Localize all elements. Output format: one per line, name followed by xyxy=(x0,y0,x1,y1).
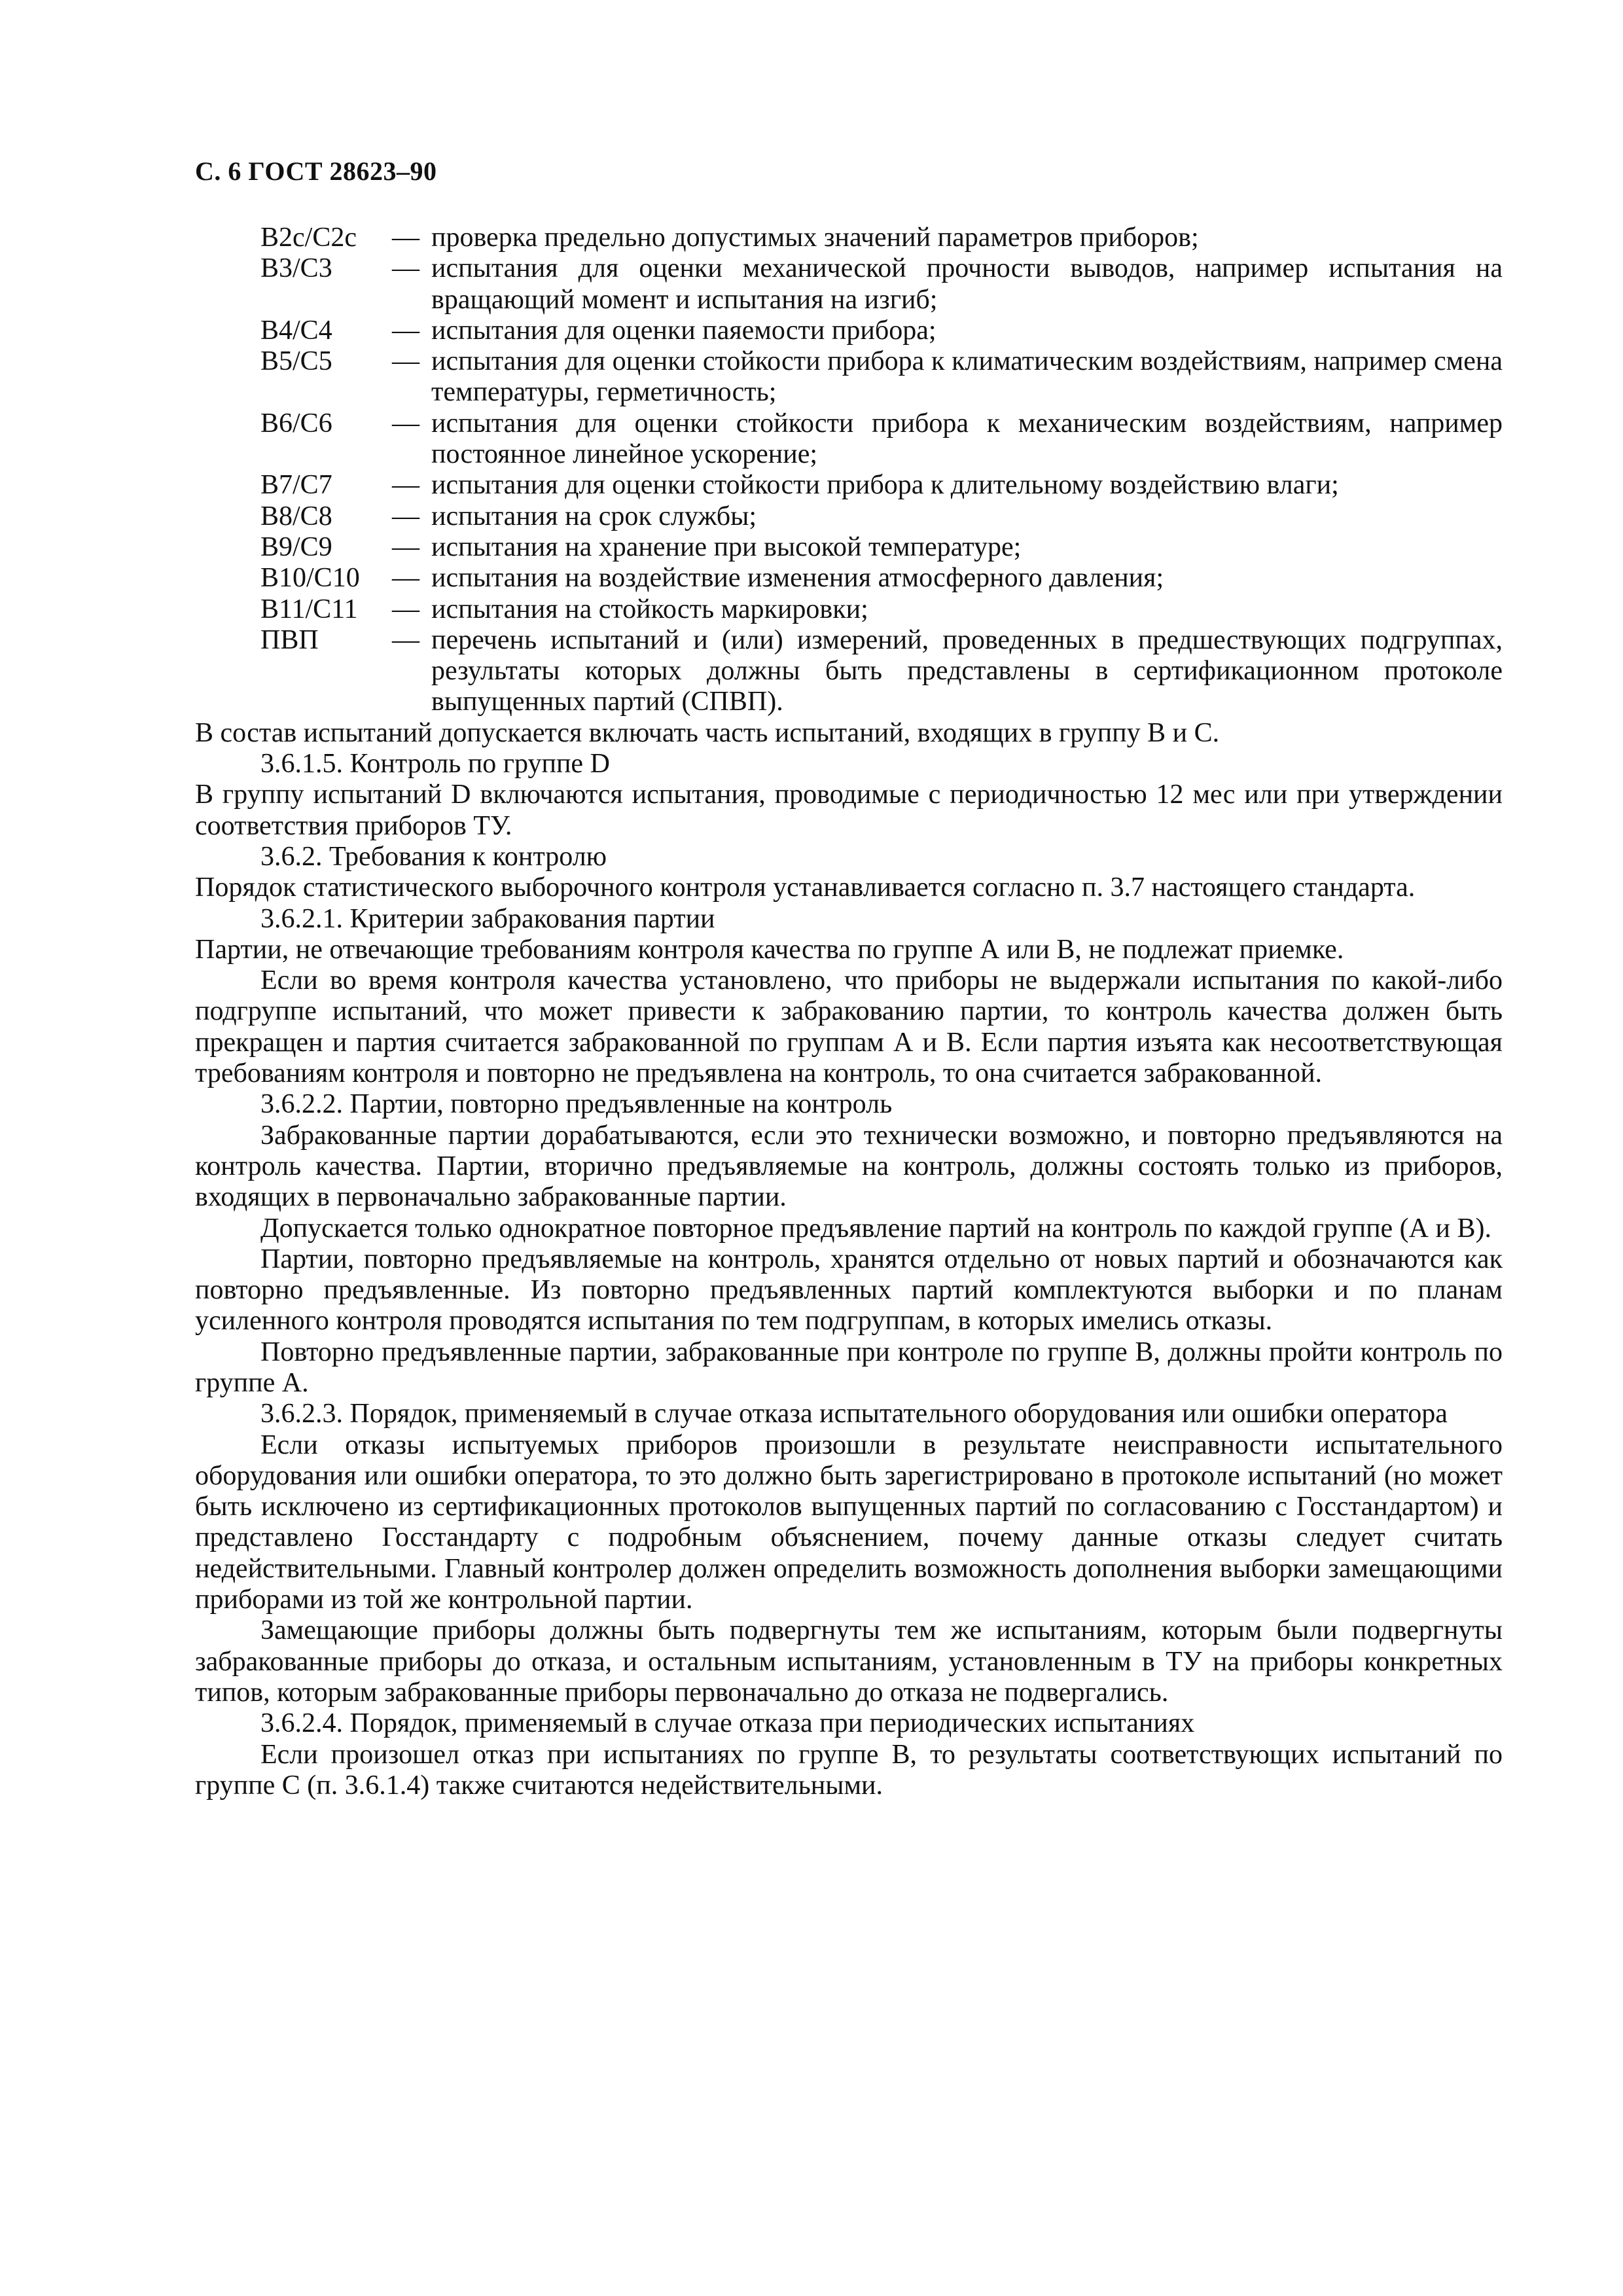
definition-item xyxy=(195,625,1503,718)
definition-dash: — xyxy=(392,470,419,501)
definition-text: испытания для оценки стойкости прибора к климатическим воздействиям, например смена температуры, герметичность; xyxy=(431,346,1503,408)
section-heading: 3.6.2.1. Критерии забракования партии xyxy=(260,903,715,934)
paragraph: Порядок статистического выборочного контроля устанавливается согласно п. 3.7 настоящего стандарта. xyxy=(195,872,1416,903)
definition-dash: — xyxy=(392,408,419,439)
definition-text: испытания на срок службы; xyxy=(431,501,757,531)
paragraph: Допускается только однократное повторное предъявление партий на контроль по каждой группе (А и В). xyxy=(260,1213,1491,1244)
section-heading: 3.6.1.5. Контроль по группе D xyxy=(260,749,610,780)
definition-code: B10/C10 xyxy=(260,563,360,594)
definition-code: B4/C4 xyxy=(260,315,332,346)
definition-text: испытания для оценки стойкости прибора к длительному воздействию влаги; xyxy=(431,470,1339,501)
paragraph: Повторно предъявленные партии, забракованные при контроле по группе В, должны пройти контроль по группе А. xyxy=(195,1336,1503,1398)
section-heading: 3.6.2.2. Партии, повторно предъявленные на контроль xyxy=(260,1089,893,1120)
definition-dash: — xyxy=(392,531,419,562)
definition-dash: — xyxy=(392,501,419,531)
definition-item xyxy=(195,223,1503,253)
definition-code: B2c/C2c xyxy=(260,223,357,253)
paragraph: Партии, не отвечающие требованиям контроля качества по группе А или В, не подлежат приемке. xyxy=(195,934,1344,965)
definition-dash: — xyxy=(392,563,419,594)
definition-text: испытания на хранение при высокой температуре; xyxy=(431,531,1022,562)
page-header: С. 6 ГОСТ 28623–90 xyxy=(195,156,437,186)
definition-text: испытания для оценки паяемости прибора; xyxy=(431,315,936,346)
definition-item xyxy=(195,501,1503,532)
definition-code: ПВП xyxy=(260,624,319,655)
definition-item xyxy=(195,346,1503,408)
definition-item xyxy=(195,532,1503,563)
paragraph: Если отказы испытуемых приборов произошли в результате неисправности испытательного оборудования или ошибки оператора, то это должно быть зарегистрировано в протоколе испытаний (но может быть исключено из сертификационных протоколов выпущенных партий по согласованию с Госстандартом) и представлено Госстандарту с подробным объяснением, почему данные отказы следует считать недействительными. Главный контролер должен определить возможность дополнения выборки замещающими приборами из той же контрольной партии. xyxy=(195,1429,1503,1615)
definition-dash: — xyxy=(392,223,419,253)
section-heading: 3.6.2.4. Порядок, применяемый в случае отказа при периодических испытаниях xyxy=(260,1708,1195,1739)
section-heading: 3.6.2. Требования к контролю xyxy=(260,841,607,872)
definition-item xyxy=(195,563,1503,594)
definition-code: B9/C9 xyxy=(260,531,332,562)
section-heading: 3.6.2.3. Порядок, применяемый в случае отказа испытательного оборудования или ошибки оператора xyxy=(260,1399,1448,1429)
definition-text: испытания для оценки стойкости прибора к механическим воздействиям, например постоянное линейное ускорение; xyxy=(431,408,1503,470)
paragraph: В состав испытаний допускается включать часть испытаний, входящих в группу В и С. xyxy=(195,717,1220,748)
paragraph: В группу испытаний D включаются испытания, проводимые с периодичностью 12 мес или при утверждении соответствия приборов ТУ. xyxy=(195,780,1503,841)
definition-item xyxy=(195,470,1503,501)
definition-item xyxy=(195,408,1503,471)
definition-code: B6/C6 xyxy=(260,408,332,439)
definition-text: испытания на воздействие изменения атмосферного давления; xyxy=(431,563,1164,594)
definition-item xyxy=(195,253,1503,315)
definition-item xyxy=(195,315,1503,346)
definition-dash: — xyxy=(392,594,419,624)
document-body xyxy=(195,223,1503,1801)
paragraph: Если во время контроля качества установлено, что приборы не выдержали испытания по какой-либо подгруппе испытаний, что может привести к забракованию партии, то контроль качества должен быть прекращен и партия считается забракованной по группам А и В. Если партия изъята как несоответствующая требованиям контроля и повторно не предъявлена на контроль, то она считается забракованной. xyxy=(195,965,1503,1089)
definition-code: B3/C3 xyxy=(260,253,332,284)
paragraph: Забракованные партии дорабатываются, если это технически возможно, и повторно предъявляются на контроль качества. Партии, вторично предъявляемые на контроль, должны состоять только из приборов, входящих в первоначально забракованные партии. xyxy=(195,1120,1503,1213)
definition-text: проверка предельно допустимых значений параметров приборов; xyxy=(431,223,1199,253)
definition-code: B11/C11 xyxy=(260,594,358,624)
paragraph: Замещающие приборы должны быть подвергнуты тем же испытаниям, которым были подвергнуты забракованные приборы до отказа, и остальным испытаниям, установленным в ТУ на приборы конкретных типов, которым забракованные приборы первоначально до отказа не подвергались. xyxy=(195,1615,1503,1708)
paragraph: Если произошел отказ при испытаниях по группе В, то результаты соответствующих испытаний по группе С (п. 3.6.1.4) также считаются недействительными. xyxy=(195,1739,1503,1801)
definition-text: испытания на стойкость маркировки; xyxy=(431,594,868,624)
definition-code: B5/C5 xyxy=(260,346,332,377)
definition-code: B8/C8 xyxy=(260,501,332,531)
definition-list xyxy=(195,223,1503,718)
definition-dash: — xyxy=(392,346,419,377)
definition-code: B7/C7 xyxy=(260,470,332,501)
definition-item xyxy=(195,594,1503,625)
definition-text: испытания для оценки механической прочности выводов, например испытания на вращающий момент и испытания на изгиб; xyxy=(431,253,1503,315)
paragraph: Партии, повторно предъявляемые на контроль, хранятся отдельно от новых партий и обозначаются как повторно предъявленные. Из повторно предъявленных партий комплектуются выборки и по планам усиленного контроля проводятся испытания по тем подгруппам, в которых имелись отказы. xyxy=(195,1244,1503,1336)
definition-dash: — xyxy=(392,253,419,284)
definition-dash: — xyxy=(392,315,419,346)
definition-text: перечень испытаний и (или) измерений, проведенных в предшествующих подгруппах, результаты которых должны быть представлены в сертификационном протоколе выпущенных партий (СПВП). xyxy=(431,624,1503,717)
definition-dash: — xyxy=(392,624,419,655)
